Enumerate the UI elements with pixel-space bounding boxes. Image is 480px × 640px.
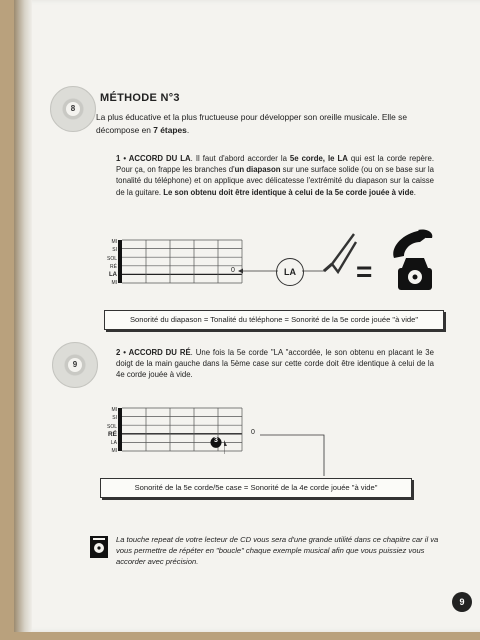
step2-text: . Une fois la 5e corde "LA "accordée, le son obtenu en placant le 3e doigt de la main gauche dans la 5ème case sur cette corde doit être identique à celui de la 4e corde jouée à vide. xyxy=(116,348,434,380)
string-labels-2 xyxy=(103,406,117,456)
step1-text-b: 5e corde, le LA xyxy=(289,154,348,163)
string-label: LA xyxy=(110,440,117,447)
string-label: MI xyxy=(111,280,117,287)
caption-box-1: Sonorité du diapason = Tonalité du téléphone = Sonorité de la 5e corde jouée "à vide" xyxy=(104,310,444,330)
step1-text-f: Le son obtenu doit être identique à celui de la 5e corde jouée à vide xyxy=(163,187,414,197)
string-label: MI xyxy=(111,407,117,413)
step1-text-d: un diapason xyxy=(234,165,281,175)
cd-track-number: 8 xyxy=(66,102,80,116)
cd-track-number: 9 xyxy=(68,358,82,372)
step1-text-c: qui est la corde repère. Pour ça, on frappe les branches d' xyxy=(116,154,434,175)
open-string-mark-1: 0 xyxy=(231,267,235,274)
finger-number: 3 xyxy=(214,437,218,444)
caption-box-2: Sonorité de la 5e corde/5e case = Sonorité de la 4e corde jouée "à vide" xyxy=(100,478,412,498)
string-label: RÉ xyxy=(110,263,117,270)
cd-track-icon xyxy=(50,86,96,132)
intro-text: La plus éducative et la plus fructueuse pour développer son oreille musicale. Elle se décompose en xyxy=(96,112,407,135)
step2-paragraph xyxy=(116,347,434,381)
string-label: SOL xyxy=(106,423,117,430)
note-circle-la: LA xyxy=(276,258,304,286)
fretboard-diagram-1 xyxy=(118,236,244,286)
cd-player-icon xyxy=(90,536,108,558)
arrow-left-icon xyxy=(236,254,280,274)
method-heading: MÉTHODE N°3 xyxy=(100,92,180,104)
string-label: LA xyxy=(109,272,117,279)
cd-track-icon xyxy=(52,342,98,388)
string-label: SI xyxy=(112,415,117,422)
telephone-icon xyxy=(388,228,438,292)
nut xyxy=(118,408,122,451)
book-binding xyxy=(14,0,32,632)
string-label: MI xyxy=(111,448,117,455)
step1-paragraph xyxy=(116,153,434,198)
string-label: MI xyxy=(111,239,117,245)
tuning-fork-icon xyxy=(302,228,358,286)
page-number-badge: 9 xyxy=(452,592,472,612)
step1-text-g: . xyxy=(413,187,416,197)
string-label: SOL xyxy=(106,255,117,262)
string-label: SI xyxy=(112,247,117,254)
equals-sign: = xyxy=(356,256,373,287)
step2-title: 2 • ACCORD DU RÉ xyxy=(116,348,191,357)
connector-arrow xyxy=(224,430,334,480)
intro-end: . xyxy=(186,124,190,135)
tip-text: La touche repeat de votre lecteur de CD vous sera d'une grande utilité dans ce chapitre car il va vous permettre de répéter en "boucle" chaque exemple musical afin que vous puissiez vous accorder avec précision. xyxy=(116,535,439,566)
step1-text-a: . Il faut d'abord accorder la xyxy=(190,154,290,163)
string-label: RÉ xyxy=(107,430,117,438)
string-labels-1 xyxy=(103,238,117,288)
intro-steps: 7 étapes xyxy=(153,124,187,135)
open-string-mark-2: 0 xyxy=(251,429,255,436)
nut xyxy=(118,240,122,283)
step1-text-e: sur une surface solide (ou on se base sur la tonalité du téléphone) et on applique avec délicatesse l'extrémité du diapason sur la caisse de la guitare. xyxy=(116,165,434,197)
method-intro xyxy=(96,111,436,136)
step1-title: 1 • ACCORD DU LA xyxy=(116,154,191,163)
